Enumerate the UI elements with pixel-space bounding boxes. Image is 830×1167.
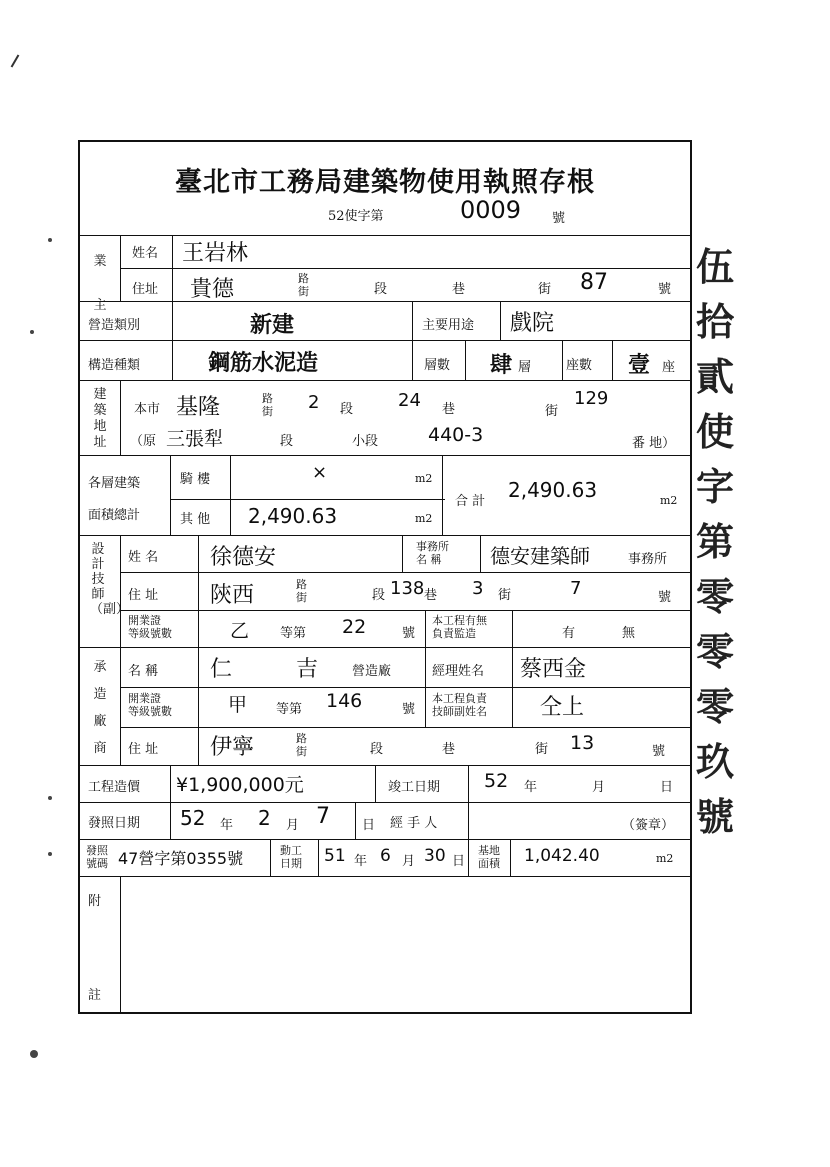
- site-xiang: 巷: [442, 402, 456, 417]
- designer-cert-no: 22: [342, 616, 367, 638]
- site-lu-jie: 路 街: [262, 392, 273, 418]
- total-unit: m2: [660, 494, 678, 507]
- cost-value: ¥1,900,000元: [176, 774, 304, 796]
- side-char: 號: [696, 795, 735, 839]
- area-label-2: 面積總計: [88, 508, 141, 523]
- structure-type-value: 鋼筋水泥造: [208, 351, 319, 376]
- floors-label: 層數: [424, 358, 451, 373]
- issue-date-label: 發照日期: [88, 816, 141, 831]
- site-section-label: 建築地址: [93, 387, 107, 450]
- contractor-manager: 蔡西金: [520, 657, 587, 682]
- bp-value: 47營字第0355號: [118, 849, 244, 868]
- designer-jie: 街: [498, 588, 512, 603]
- site-lot-suffix: 番 地）: [632, 436, 676, 451]
- designer-hao: 號: [658, 590, 672, 605]
- base-area-label: 基地 面積: [478, 844, 500, 870]
- contractor-cert-no: 146: [326, 690, 363, 712]
- site-xiang-no: 24: [398, 390, 421, 411]
- owner-addr-no: 87: [580, 270, 608, 295]
- site-old-prefix: （原: [130, 434, 157, 449]
- issue-ri: 日: [362, 818, 376, 833]
- other-value: 2,490.63: [248, 504, 338, 528]
- permit-prefix: 52使字第: [328, 209, 384, 224]
- owner-duan: 段: [374, 282, 388, 297]
- designer-cert-grade: 乙: [230, 620, 250, 642]
- side-char: 第: [696, 520, 735, 564]
- contractor-addr-label: 住 址: [128, 742, 159, 757]
- issue-day: 7: [316, 804, 330, 829]
- contractor-cert-grade: 甲: [228, 694, 248, 716]
- owner-section-label: 業主: [93, 254, 107, 313]
- side-char: 使: [696, 410, 735, 454]
- completion-yue: 月: [592, 780, 606, 795]
- contractor-deng-di: 等第: [276, 702, 303, 717]
- base-area-value: 1,042.40: [524, 846, 600, 866]
- designer-addr-road: 陝西: [210, 583, 255, 608]
- construction-type-label: 營造類別: [88, 318, 141, 333]
- site-duan: 段: [340, 402, 354, 417]
- site-jie-no: 129: [574, 388, 609, 409]
- buildings-value: 壹: [628, 353, 651, 378]
- owner-name-label: 姓名: [132, 246, 159, 261]
- site-road: 基隆: [176, 395, 221, 420]
- floors-value: 肆: [490, 353, 513, 378]
- main-use-label: 主要用途: [422, 318, 475, 333]
- arcade-unit: m2: [415, 472, 433, 485]
- designer-duan: 段: [372, 588, 386, 603]
- contractor-manager-label: 經理姓名: [432, 664, 485, 679]
- issue-nian: 年: [220, 818, 234, 833]
- owner-xiang: 巷: [452, 282, 466, 297]
- start-year: 51: [324, 846, 346, 866]
- other-unit: m2: [415, 512, 433, 525]
- site-xiao-duan: 小段: [352, 434, 379, 449]
- contractor-section-label: 承造廠商: [93, 660, 107, 756]
- base-area-unit: m2: [656, 852, 674, 865]
- owner-addr-road: 貴德: [190, 277, 235, 302]
- contractor-cert-label: 開業證 等級號數: [128, 692, 172, 718]
- permit-suffix: 號: [552, 211, 566, 226]
- designer-xiang-no: 138: [390, 578, 425, 599]
- start-ri: 日: [452, 854, 466, 869]
- owner-jie: 街: [538, 282, 552, 297]
- contractor-name-1: 仁: [210, 657, 233, 682]
- site-city: 本市: [134, 402, 161, 417]
- site-old-area: 三張犁: [166, 428, 224, 450]
- side-char: 零: [696, 685, 735, 729]
- designer-deng-di: 等第: [280, 626, 307, 641]
- bp-label: 發照 號碼: [86, 844, 108, 870]
- designer-wu: 無: [622, 626, 636, 641]
- designer-supervise-label: 本工程有無 負責監造: [432, 614, 487, 640]
- side-char: 貳: [696, 355, 735, 399]
- side-char: 玖: [696, 740, 735, 784]
- side-char: 伍: [696, 245, 735, 289]
- arcade-value: ×: [312, 462, 328, 483]
- contractor-addr-no: 13: [570, 732, 595, 754]
- contractor-name-2: 吉: [296, 657, 319, 682]
- designer-name: 徐德安: [210, 545, 277, 570]
- structure-type-label: 構造種類: [88, 358, 141, 373]
- completion-year: 52: [484, 770, 509, 792]
- issue-year: 52: [180, 806, 206, 830]
- buildings-label: 座數: [566, 358, 593, 373]
- designer-jie-no: 3: [472, 578, 484, 599]
- site-lot-no: 440-3: [428, 424, 484, 446]
- side-char: 零: [696, 575, 735, 619]
- main-use-value: 戲院: [510, 311, 555, 336]
- notes-label-1: 附: [88, 894, 102, 909]
- site-duan-no: 2: [308, 392, 320, 413]
- designer-firm: 德安建築師: [490, 544, 590, 568]
- contractor-duan: 段: [370, 742, 384, 757]
- permit-number: 0009: [460, 196, 522, 224]
- completion-ri: 日: [660, 780, 674, 795]
- construction-type-value: 新建: [250, 313, 295, 338]
- contractor-hao2: 號: [652, 744, 666, 759]
- side-char: 零: [696, 630, 735, 674]
- designer-name-label: 姓 名: [128, 550, 159, 565]
- sign-label: （簽章）: [622, 818, 675, 833]
- designer-cert-label: 開業證 等級號數: [128, 614, 172, 640]
- designer-lu-jie: 路 街: [296, 578, 307, 604]
- designer-addr-no: 7: [570, 578, 582, 599]
- arcade-label: 騎 樓: [180, 472, 211, 487]
- start-month: 6: [380, 846, 391, 866]
- floors-unit: 層: [518, 360, 532, 375]
- issue-month: 2: [258, 806, 271, 830]
- completion-nian: 年: [524, 780, 538, 795]
- completion-label: 竣工日期: [388, 780, 441, 795]
- contractor-xiang: 巷: [442, 742, 456, 757]
- issue-yue: 月: [286, 818, 300, 833]
- contractor-firm-suffix: 營造廠: [352, 664, 392, 679]
- start-yue: 月: [402, 854, 416, 869]
- owner-addr-label: 住址: [132, 282, 159, 297]
- contractor-addr-road: 伊寧: [210, 735, 255, 760]
- designer-firm-suffix: 事務所: [628, 552, 668, 567]
- start-nian: 年: [354, 854, 368, 869]
- designer-xiang: 巷: [424, 588, 438, 603]
- total-label: 合 計: [455, 494, 486, 509]
- designer-supervise-value: 有: [562, 626, 576, 641]
- owner-name: 王岩林: [182, 241, 249, 266]
- side-stamp: [696, 236, 746, 841]
- page-title: 臺北市工務局建築物使用執照存根: [175, 167, 595, 198]
- designer-firm-label: 事務所 名 稱: [416, 540, 449, 566]
- other-label: 其 他: [180, 512, 211, 527]
- site-jie: 街: [545, 404, 559, 419]
- contractor-lu-jie: 路 街: [296, 732, 307, 758]
- notes-label-2: 註: [88, 988, 102, 1003]
- contractor-jie: 街: [535, 742, 549, 757]
- designer-hao2: 號: [402, 626, 416, 641]
- owner-hao: 號: [658, 282, 672, 297]
- cost-label: 工程造價: [88, 780, 141, 795]
- designer-addr-label: 住 址: [128, 588, 159, 603]
- designer-section-label: 設計技師（副）: [90, 542, 130, 617]
- site-old-duan: 段: [280, 434, 294, 449]
- contractor-tech-value: 仝上: [540, 695, 585, 720]
- buildings-unit: 座: [662, 360, 676, 375]
- side-char: 拾: [696, 300, 735, 344]
- permit-form: [78, 140, 692, 1014]
- owner-lu-jie: 路 街: [298, 272, 309, 298]
- contractor-tech-label: 本工程負責 技師副姓名: [432, 692, 487, 718]
- start-label: 動工 日期: [280, 844, 302, 870]
- start-day: 30: [424, 846, 446, 866]
- side-char: 字: [696, 465, 735, 509]
- contractor-hao: 號: [402, 702, 416, 717]
- total-value: 2,490.63: [508, 478, 598, 502]
- contractor-name-label: 名 稱: [128, 664, 159, 679]
- handler-label: 經 手 人: [390, 816, 438, 831]
- area-label-1: 各層建築: [88, 476, 141, 491]
